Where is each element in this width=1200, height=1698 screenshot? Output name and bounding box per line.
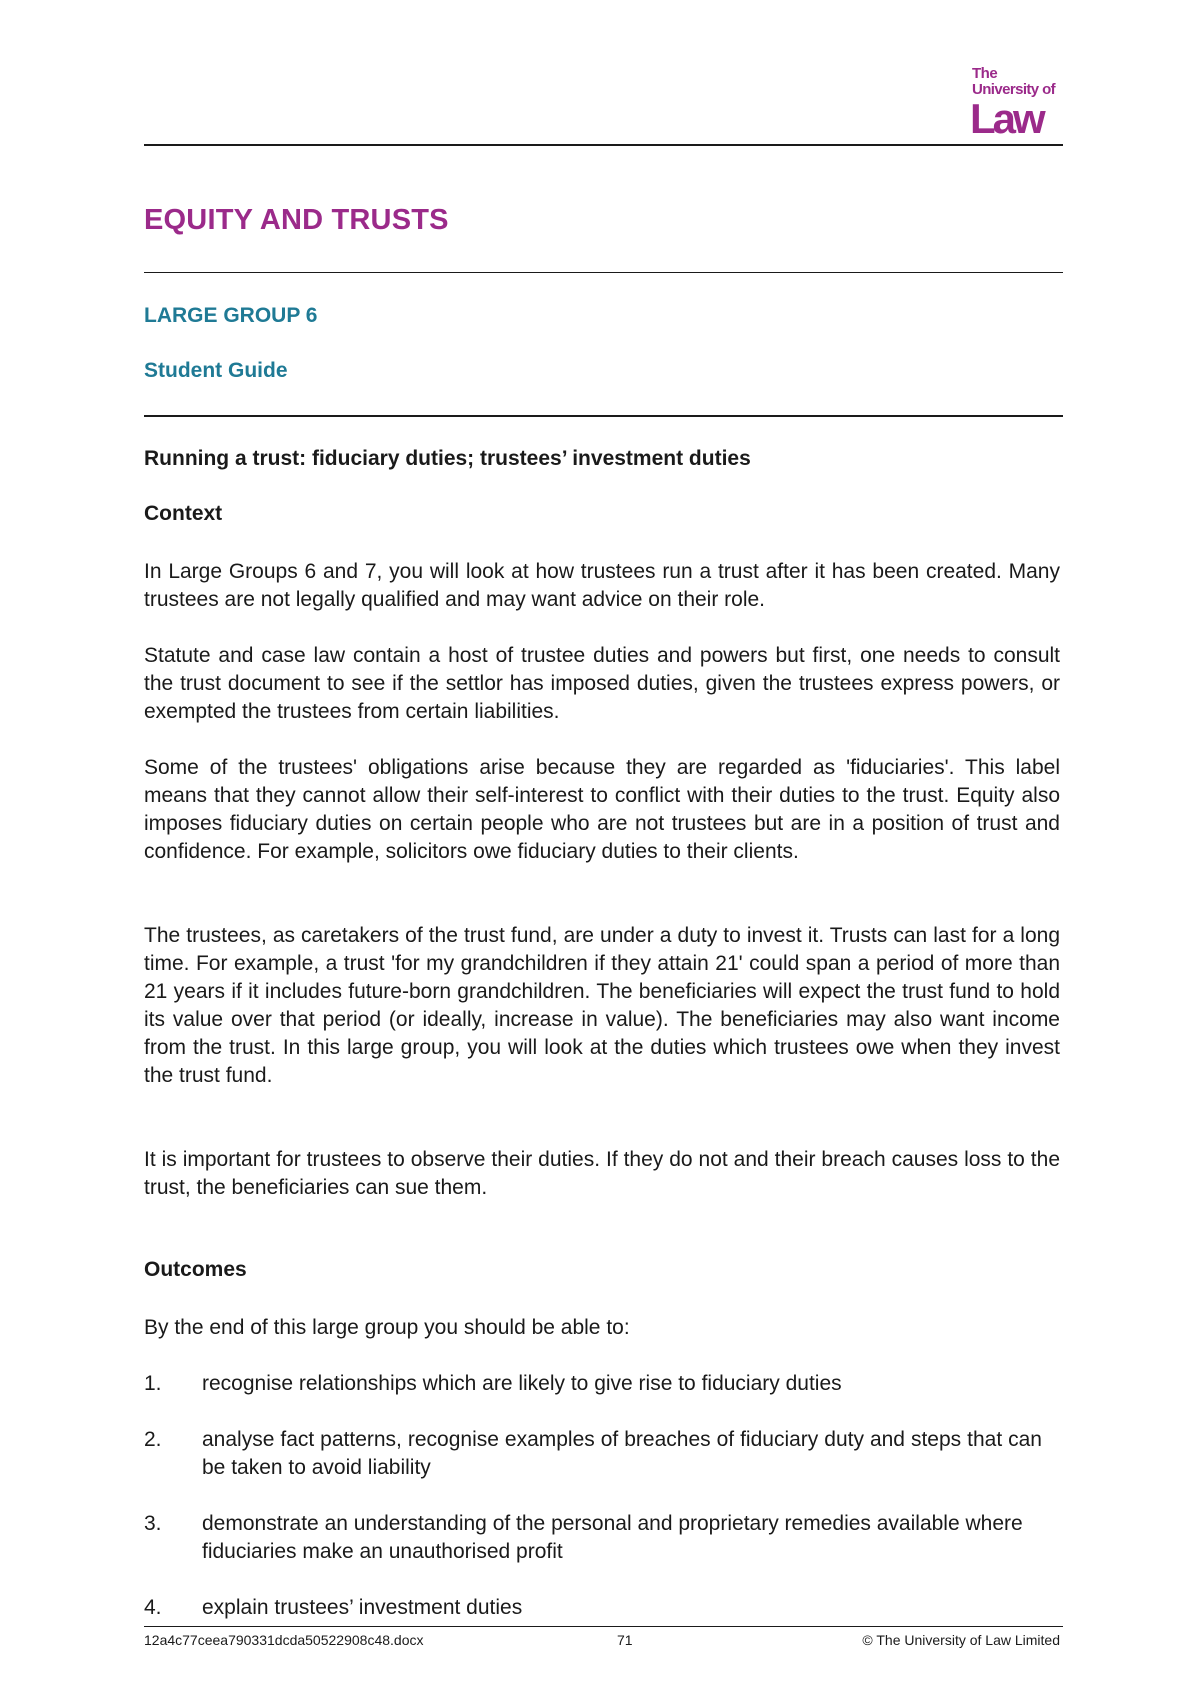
footer-page-number: 71 <box>617 1632 633 1648</box>
context-heading: Context <box>144 502 223 525</box>
outcome-number: 4. <box>144 1596 162 1619</box>
context-paragraph-5: It is important for trustees to observe their duties. If they do not and their breach causes loss to the trust, the beneficiaries can sue them. <box>144 1148 1060 1199</box>
outcome-text: demonstrate an understanding of the personal and proprietary remedies available where fiduciaries make an unauthorised profit <box>202 1512 1023 1563</box>
context-paragraph-3: Some of the trustees' obligations arise because they are regarded as 'fiduciaries'. This label means that they cannot allow their self-interest to conflict with their duties to the trust. Equity also imposes fiduciary duties on certain people who are not trustees but are in a position of trust and confidence. For example, solicitors owe fiduciary duties to their clients. <box>144 756 1060 863</box>
header-rule <box>144 144 1063 146</box>
section-rule <box>144 415 1063 417</box>
large-group-label: LARGE GROUP 6 <box>144 304 318 327</box>
outcome-text: explain trustees’ investment duties <box>202 1596 523 1619</box>
logo-line-the: The <box>972 65 998 82</box>
title-rule <box>144 272 1063 273</box>
outcome-text: recognise relationships which are likely to give rise to fiduciary duties <box>202 1372 842 1395</box>
outcomes-intro: By the end of this large group you should be able to: <box>144 1316 630 1339</box>
logo-line-university: University of <box>972 81 1056 98</box>
outcome-text: analyse fact patterns, recognise examples of breaches of fiduciary duty and steps that can be taken to avoid liability <box>202 1428 1042 1479</box>
footer-rule <box>144 1626 1063 1627</box>
logo-line-law: Law <box>970 95 1043 142</box>
context-paragraph-1: In Large Groups 6 and 7, you will look at how trustees run a trust after it has been created. Many trustees are not legally qualified and may want advice on their role. <box>144 560 1060 611</box>
student-guide-label: Student Guide <box>144 359 288 382</box>
outcome-number: 1. <box>144 1372 162 1395</box>
outcome-number: 3. <box>144 1512 162 1535</box>
outcome-number: 2. <box>144 1428 162 1451</box>
topic-heading: Running a trust: fiduciary duties; trustees’ investment duties <box>144 447 751 470</box>
context-paragraph-4: The trustees, as caretakers of the trust fund, are under a duty to invest it. Trusts can last for a long time. For example, a trust 'for my grandchildren if they attain 21' could span a period of more than 21 years if it includes future-born grandchildren. The beneficiaries will expect the trust fund to hold its value over that period (or ideally, increase in value). The beneficiaries may also want income from the trust. In this large group, you will look at the duties which trustees owe when they invest the trust fund. <box>144 924 1060 1087</box>
university-of-law-logo <box>972 66 1062 146</box>
context-paragraph-2: Statute and case law contain a host of trustee duties and powers but first, one needs to consult the trust document to see if the settlor has imposed duties, given the trustees express powers, or exempted the trustees from certain liabilities. <box>144 644 1060 723</box>
footer-copyright: © The University of Law Limited <box>862 1632 1060 1648</box>
footer-filename: 12a4c77ceea790331dcda50522908c48.docx <box>144 1632 424 1648</box>
document-title: EQUITY AND TRUSTS <box>144 204 449 236</box>
outcomes-heading: Outcomes <box>144 1258 247 1281</box>
